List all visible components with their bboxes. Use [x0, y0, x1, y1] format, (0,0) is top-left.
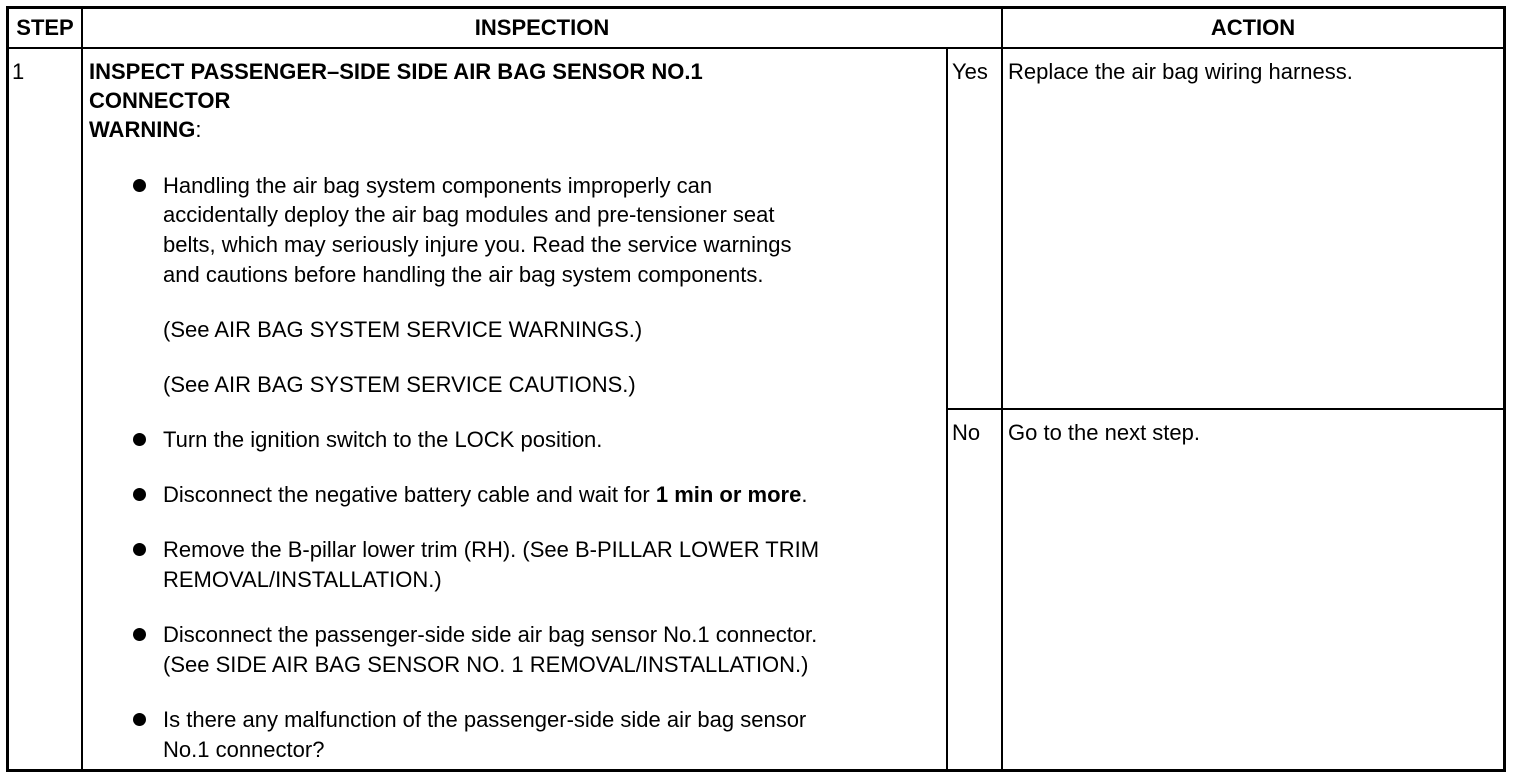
inspection-title-line2: CONNECTOR [89, 88, 231, 113]
warning-heading [89, 115, 201, 144]
divider-step [81, 6, 83, 772]
header-inspection: INSPECTION [474, 15, 610, 40]
bullet-3-bold: 1 min or more [655, 482, 802, 507]
bullet-icon [133, 488, 146, 501]
ref-cautions-link[interactable]: (See AIR BAG SYSTEM SERVICE CAUTIONS.) [163, 372, 636, 397]
bullet-1-line-2: accidentally deploy the air bag modules and pre-tensioner seat [163, 202, 775, 227]
step-number: 1 [12, 59, 25, 84]
divider-action [1001, 6, 1003, 772]
bullet-3-prefix: Disconnect the negative battery cable and wait for [163, 482, 656, 507]
bullet-5-line-2: (See SIDE AIR BAG SENSOR NO. 1 REMOVAL/INSTALLATION.) [163, 652, 809, 677]
bullet-5-line-1: Disconnect the passenger-side side air bag sensor No.1 connector. [163, 622, 818, 647]
answer-no-label: No [952, 420, 981, 445]
bullet-4-line-2: REMOVAL/INSTALLATION.) [163, 567, 442, 592]
warning-label: WARNING [89, 117, 196, 142]
yes-no-divider [946, 408, 1506, 410]
bullet-6-line-1: Is there any malfunction of the passenger-side side air bag sensor [163, 707, 807, 732]
inspection-title-line1: INSPECT PASSENGER–SIDE SIDE AIR BAG SENSOR NO.1 [89, 59, 703, 84]
ref-warnings-link[interactable]: (See AIR BAG SYSTEM SERVICE WARNINGS.) [163, 317, 643, 342]
bullet-1-line-3: belts, which may seriously injure you. Read the service warnings [163, 232, 792, 257]
bullet-icon [133, 628, 146, 641]
action-no: Go to the next step. [1008, 420, 1201, 445]
header-step: STEP [16, 15, 74, 40]
bullet-4-line-1: Remove the B-pillar lower trim (RH). (See B-PILLAR LOWER TRIM [163, 537, 820, 562]
bullet-3-line-1 [163, 480, 807, 509]
header-action: ACTION [1210, 15, 1296, 40]
warning-colon: : [195, 117, 202, 142]
bullet-icon [133, 543, 146, 556]
bullet-6-line-2: No.1 connector? [163, 737, 325, 762]
bullet-1-line-4: and cautions before handling the air bag system components. [163, 262, 764, 287]
bullet-icon [133, 713, 146, 726]
bullet-1-line-1: Handling the air bag system components improperly can [163, 173, 713, 198]
divider-answer [946, 48, 948, 772]
bullet-icon [133, 179, 146, 192]
bullet-2-line-1: Turn the ignition switch to the LOCK position. [163, 427, 603, 452]
action-yes: Replace the air bag wiring harness. [1008, 59, 1353, 84]
bullet-3-suffix: . [801, 482, 808, 507]
bullet-icon [133, 433, 146, 446]
answer-yes-label: Yes [952, 59, 988, 84]
